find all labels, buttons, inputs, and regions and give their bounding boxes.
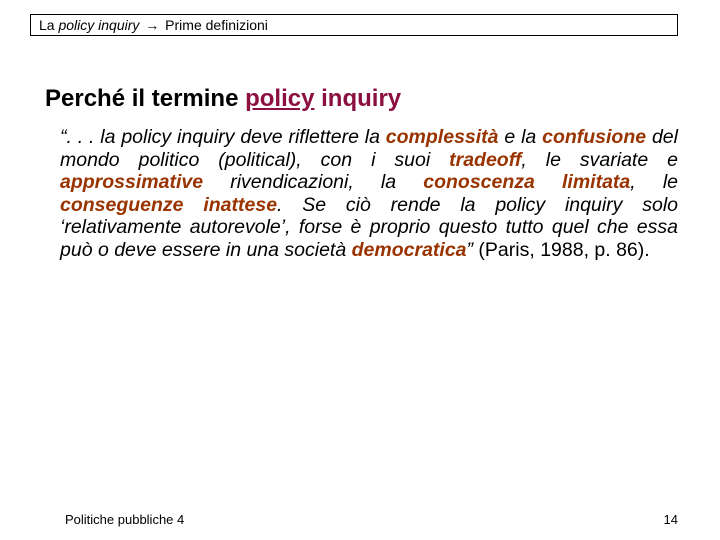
- quote-text-5: rivendicazioni, la: [203, 171, 424, 193]
- emph-conoscenza-limitata: conoscenza limitata: [423, 171, 631, 193]
- title-word-policy: policy: [245, 85, 315, 112]
- emph-conseguenze-inattese: conseguenze inattese: [60, 193, 278, 216]
- quote-close-mark: ”: [466, 238, 474, 261]
- slide-title: [45, 84, 401, 114]
- quote-text-7: . Se ciò rende la policy inquiry solo ‘relativamente autorevole’, forse è proprio questo tutto quel che essa può o deve essere in una società: [60, 193, 678, 261]
- quote-text-3: del mondo politico (political), con i suoi: [60, 126, 678, 171]
- header-subtitle: Prime definizioni: [161, 17, 268, 33]
- arrow-right-icon: →: [145, 17, 160, 33]
- title-lead: Perché il termine: [45, 85, 246, 112]
- header-box: [30, 14, 678, 36]
- emph-complessita: complessità: [385, 126, 499, 148]
- page-number: 14: [663, 512, 678, 527]
- quote-paragraph: [60, 126, 678, 261]
- quote-text-2: e la: [498, 126, 543, 148]
- quote-text-6: , le: [630, 171, 679, 193]
- header-topic: policy inquiry: [58, 17, 140, 33]
- quote-text-4: , le svariate e: [521, 148, 678, 171]
- emph-approssimative: approssimative: [60, 171, 204, 193]
- footer-course-label: Politiche pubbliche 4: [65, 512, 185, 527]
- emph-confusione: confusione: [542, 126, 647, 148]
- emph-democratica: democratica: [351, 238, 467, 261]
- quote-citation: (Paris, 1988, p. 86).: [473, 238, 650, 261]
- quote-text-1: “. . . la policy inquiry deve riflettere la: [60, 126, 386, 148]
- emph-tradeoff: tradeoff: [449, 148, 522, 171]
- title-word-inquiry: inquiry: [314, 85, 402, 112]
- header-prefix: La: [39, 17, 59, 33]
